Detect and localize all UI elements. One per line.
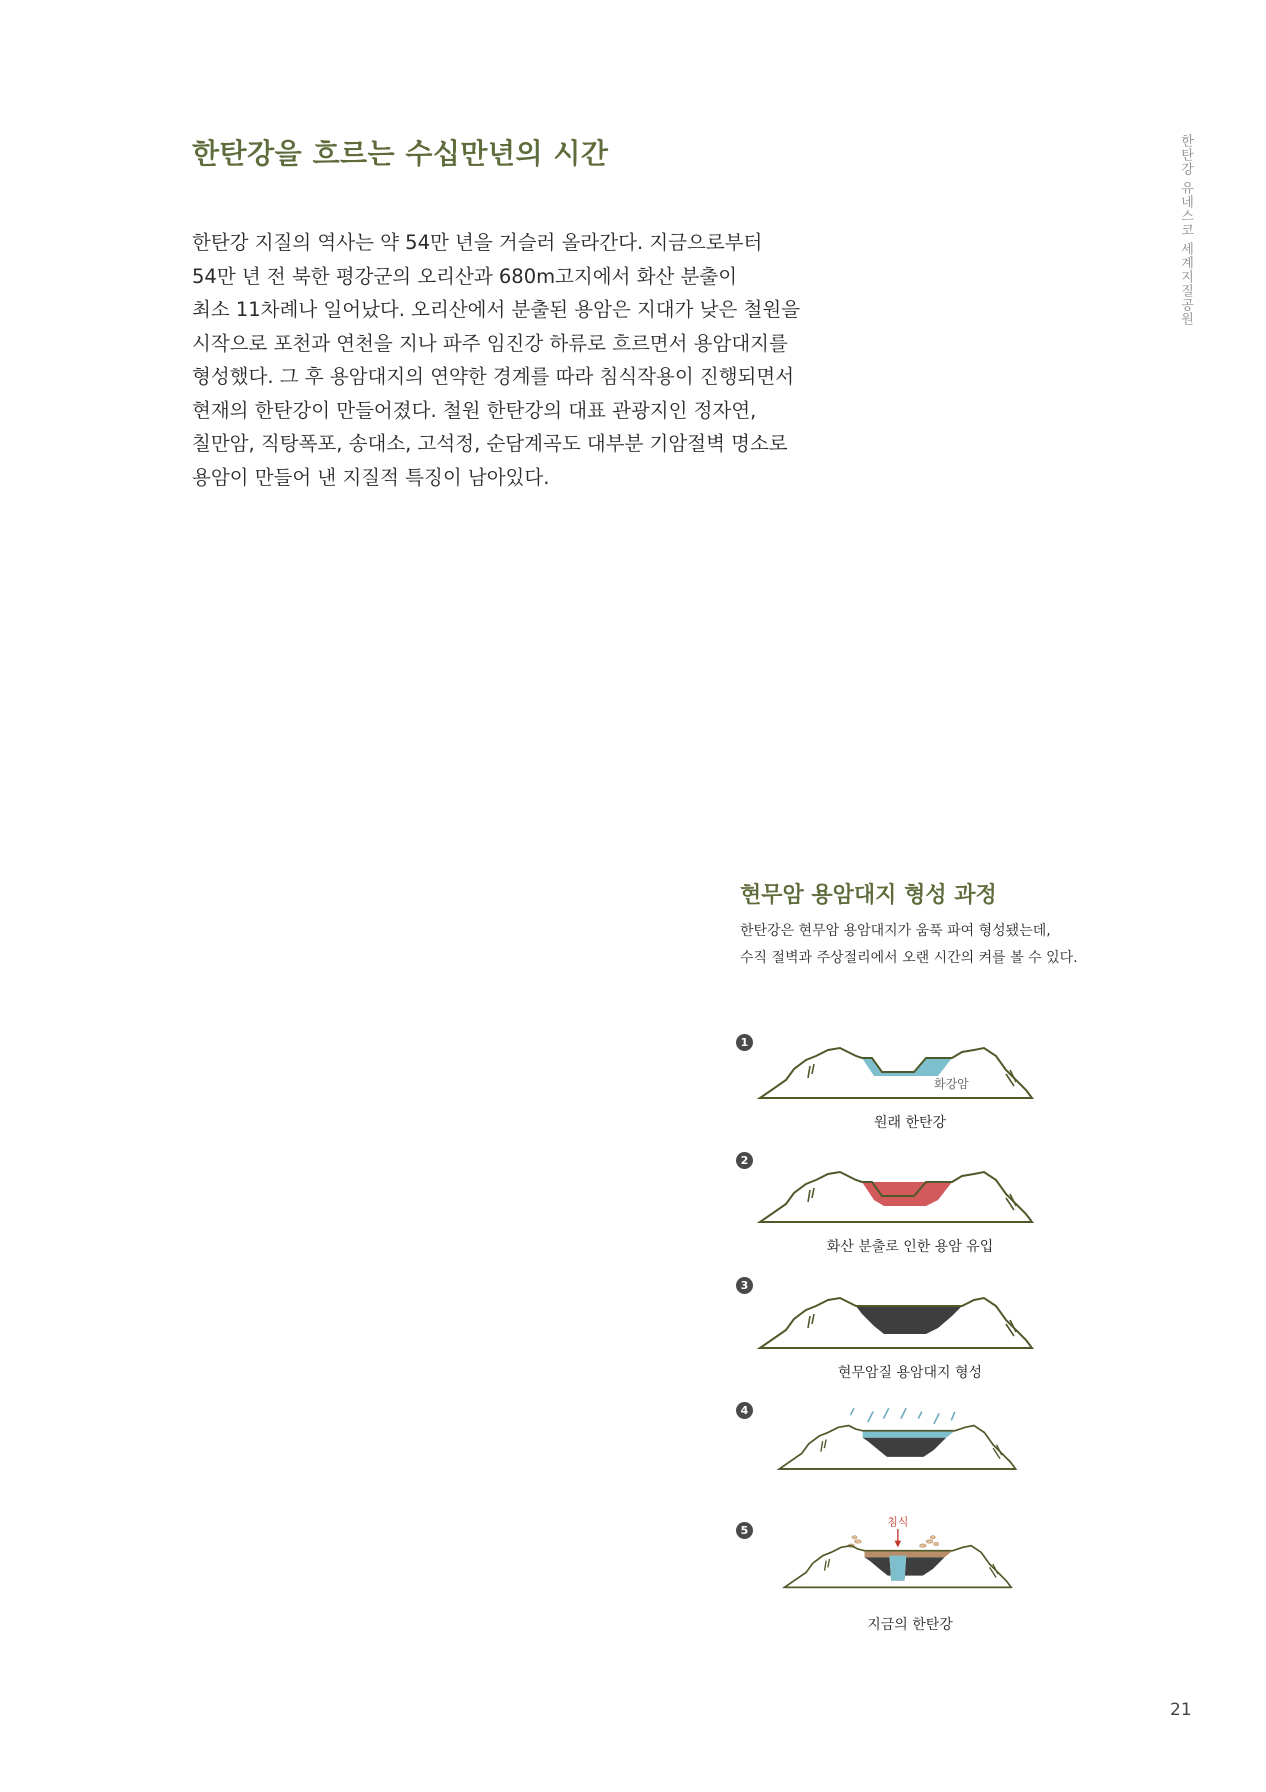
body-line: 시작으로 포천과 연천을 지나 파주 임진강 하류로 흐르면서 용암대지를 — [192, 331, 788, 355]
step-number-2: 2 — [736, 1152, 753, 1169]
figure-description-line: 한탄강은 현무암 용암대지가 움푹 파여 형성됐는데, — [740, 923, 1051, 939]
step-caption-5: 지금의 한탄강 — [867, 1617, 953, 1633]
basalt-plateau — [863, 1438, 946, 1457]
erosion-label: 침식 — [887, 1515, 909, 1529]
step-number-1: 1 — [736, 1034, 753, 1051]
basalt-plateau — [856, 1306, 962, 1334]
diagram-original-river — [756, 1026, 1058, 1106]
step-caption-3: 현무암질 용암대지 형성 — [837, 1365, 983, 1381]
diagram-rain-on-plateau — [756, 1396, 1058, 1476]
figure-description — [740, 918, 1078, 972]
step-number-5: 5 — [736, 1522, 753, 1539]
granite-label: 화강암 — [934, 1077, 969, 1091]
step-number-4: 4 — [736, 1402, 753, 1419]
body-line: 칠만암, 직탕폭포, 송대소, 고석정, 순담계곡도 대부분 기암절벽 명소로 — [192, 432, 788, 455]
soil-layer — [865, 1551, 953, 1558]
body-line: 형성했다. 그 후 용암대지의 연약한 경계를 따라 침식작용이 진행되면서 — [192, 365, 795, 388]
diagram-lava-inflow — [756, 1150, 1058, 1230]
figure-title: 현무암 용암대지 형성 과정 — [740, 883, 997, 908]
step-caption-1: 원래 한탄강 — [873, 1115, 947, 1131]
surface-water — [863, 1431, 955, 1438]
valley-outline — [760, 1172, 1032, 1222]
river-channel — [890, 1556, 907, 1581]
body-paragraph — [192, 226, 852, 494]
river-water — [862, 1058, 952, 1076]
body-line: 54만 년 전 북한 평강군의 오리산과 680m고지에서 화산 분출이 — [192, 264, 738, 288]
erosion-arrow-head — [895, 1541, 902, 1548]
diagram-present-river — [756, 1514, 1058, 1594]
valley-outline — [760, 1048, 1032, 1098]
body-line: 용암이 만들어 낸 지질적 특징이 남아있다. — [192, 465, 550, 489]
step-caption-2: 화산 분출로 인한 용암 유입 — [826, 1239, 994, 1255]
rain-lines — [850, 1408, 954, 1424]
diagram-basalt-plateau — [756, 1276, 1058, 1356]
page-title: 한탄강을 흐르는 수십만년의 시간 — [192, 137, 609, 170]
body-line: 한탄강 지질의 역사는 약 54만 년을 거슬러 올라간다. 지금으로부터 — [192, 231, 763, 254]
page-number: 21 — [1170, 1700, 1192, 1720]
vegetation-right — [920, 1536, 939, 1548]
step-number-3: 3 — [736, 1277, 753, 1294]
figure-description-line: 수직 절벽과 주상절리에서 오랜 시간의 켜를 볼 수 있다. — [740, 950, 1078, 966]
body-line: 최소 11차례나 일어났다. 오리산에서 분출된 용암은 지대가 낮은 철원을 — [192, 298, 801, 321]
body-line: 현재의 한탄강이 만들어졌다. 철원 한탄강의 대표 관광지인 정자연, — [192, 398, 757, 422]
side-section-label: 한탄강 유네스코 세계지질공원 — [1178, 134, 1193, 327]
